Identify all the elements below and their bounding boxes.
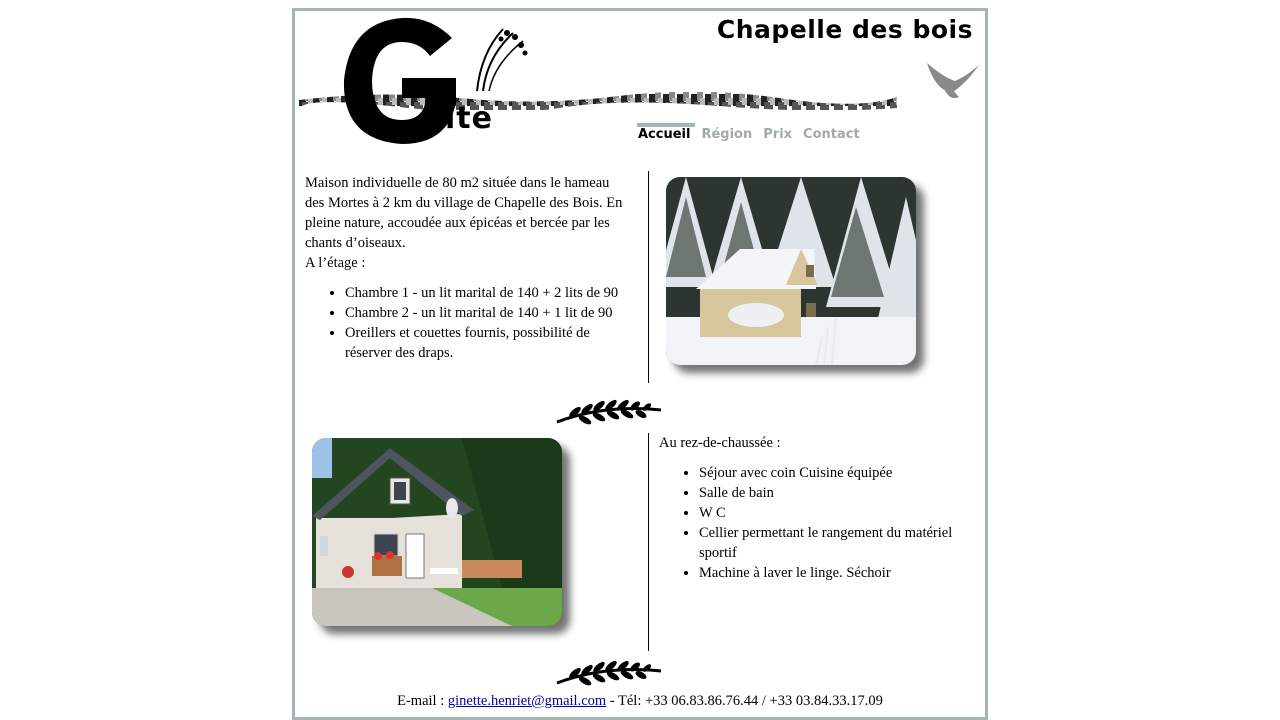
intro-line: Maison individuelle de 80 m2 située dans le hameau bbox=[305, 175, 610, 191]
section1-text bbox=[305, 173, 640, 363]
floor-label-ground: Au rez-de-chaussée : bbox=[659, 435, 781, 451]
nav-accueil[interactable]: Accueil bbox=[637, 123, 695, 142]
list-item: • Salle de bain bbox=[699, 483, 979, 503]
logo-text: ite bbox=[445, 101, 493, 136]
photo-winter-house bbox=[666, 177, 916, 365]
intro-line: des Mortes à 2 km du village de Chapelle des Bois. En bbox=[305, 195, 623, 211]
nav-prix[interactable]: Prix bbox=[763, 127, 793, 142]
footer-contact bbox=[295, 693, 985, 710]
list-item: • Chambre 2 - un lit marital de 140 + 1 lit de 90 bbox=[345, 303, 640, 323]
photo-summer-house bbox=[312, 438, 562, 626]
intro-line: pleine nature, accoudée aux épicéas et bercée par les bbox=[305, 215, 610, 231]
page-frame bbox=[292, 8, 988, 720]
site-title: Chapelle des bois bbox=[716, 15, 973, 44]
fern-separator-icon bbox=[555, 657, 663, 689]
logo-g-icon bbox=[340, 16, 460, 146]
divider-line bbox=[648, 171, 649, 383]
divider-line bbox=[648, 433, 649, 651]
section2-text bbox=[659, 433, 979, 583]
list-item: • Cellier permettant le rangement du matériel sportif bbox=[699, 523, 979, 563]
lily-of-the-valley-icon bbox=[473, 23, 533, 93]
bird-icon bbox=[925, 59, 981, 101]
phone-text: - Tél: +33 06.83.86.76.44 / +33 03.84.33.17.09 bbox=[606, 693, 883, 709]
email-label: E-mail : bbox=[397, 693, 448, 709]
ground-floor-list bbox=[659, 463, 979, 583]
list-item: • Séjour avec coin Cuisine équipée bbox=[699, 463, 979, 483]
nav-region[interactable]: Région bbox=[701, 127, 753, 142]
fern-separator-icon bbox=[555, 396, 663, 428]
intro-line: chants d’oiseaux. bbox=[305, 235, 406, 251]
upstairs-list bbox=[305, 283, 640, 363]
main-nav bbox=[637, 123, 870, 142]
floor-label-upstairs: A l’étage : bbox=[305, 255, 366, 271]
list-item: • Oreillers et couettes fournis, possibilité de réserver des draps. bbox=[345, 323, 640, 363]
list-item: • Machine à laver le linge. Séchoir bbox=[699, 563, 979, 583]
nav-contact[interactable]: Contact bbox=[803, 127, 860, 142]
list-item: • Chambre 1 - un lit marital de 140 + 2 lits de 90 bbox=[345, 283, 640, 303]
email-link[interactable]: ginette.henriet@gmail.com bbox=[447, 693, 607, 709]
list-item: • W C bbox=[699, 503, 979, 523]
